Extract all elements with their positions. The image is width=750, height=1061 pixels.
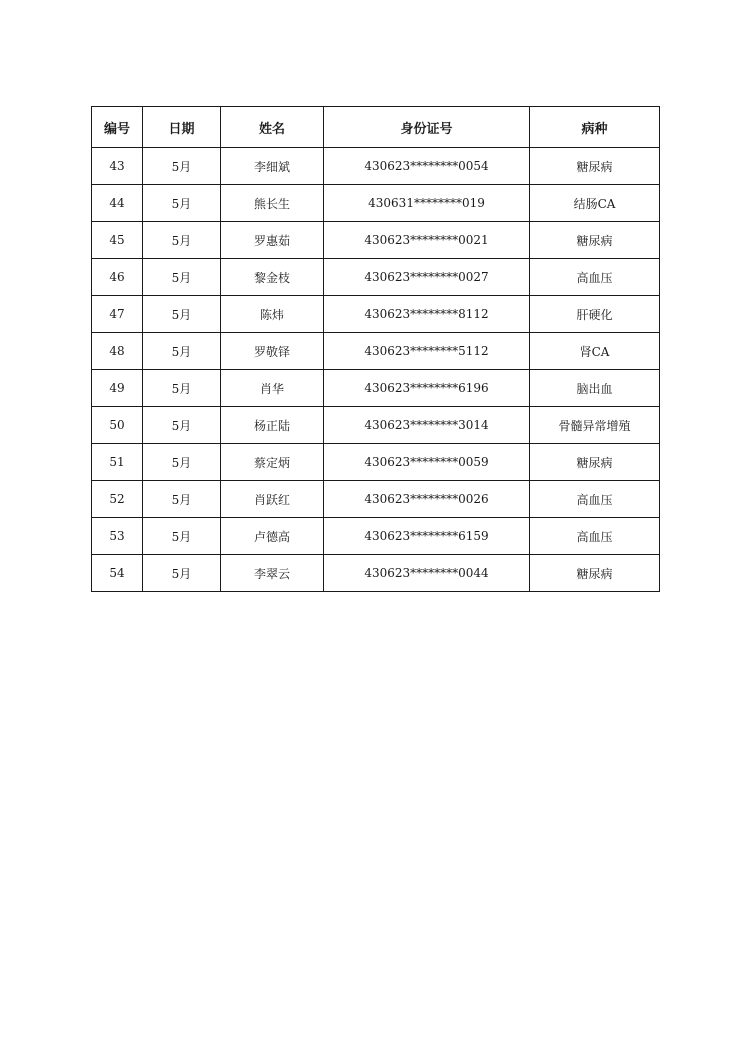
table-row [92,481,660,518]
cell-id: 53 [92,518,143,555]
cell-name: 肖华 [221,370,324,407]
cell-id-card: 430623********0026 [324,481,530,518]
header-id: 编号 [92,107,143,148]
cell-id: 46 [92,259,143,296]
header-id-card: 身份证号 [324,107,530,148]
cell-id-card: 430623********3014 [324,407,530,444]
header-date: 日期 [143,107,221,148]
table-row [92,296,660,333]
header-disease: 病种 [530,107,660,148]
table-row [92,444,660,481]
cell-name: 李翠云 [221,555,324,592]
cell-date: 5月 [143,333,221,370]
cell-id: 51 [92,444,143,481]
cell-date: 5月 [143,481,221,518]
table-row [92,185,660,222]
cell-name: 黎金枝 [221,259,324,296]
table-row [92,370,660,407]
cell-id: 47 [92,296,143,333]
cell-id: 48 [92,333,143,370]
cell-id: 45 [92,222,143,259]
cell-disease: 脑出血 [530,370,660,407]
cell-id-card: 430631********019 [324,185,530,222]
cell-name: 杨正陆 [221,407,324,444]
cell-date: 5月 [143,518,221,555]
cell-id-card: 430623********0054 [324,148,530,185]
cell-date: 5月 [143,370,221,407]
records-table [91,106,660,592]
cell-disease: 糖尿病 [530,555,660,592]
cell-name: 蔡定炳 [221,444,324,481]
cell-id: 44 [92,185,143,222]
cell-id: 54 [92,555,143,592]
cell-disease: 肝硬化 [530,296,660,333]
cell-id-card: 430623********0044 [324,555,530,592]
cell-name: 卢德高 [221,518,324,555]
cell-disease: 高血压 [530,259,660,296]
cell-date: 5月 [143,148,221,185]
cell-date: 5月 [143,185,221,222]
cell-id: 52 [92,481,143,518]
cell-name: 熊长生 [221,185,324,222]
cell-name: 罗敬铎 [221,333,324,370]
table-row [92,148,660,185]
cell-date: 5月 [143,407,221,444]
cell-id: 43 [92,148,143,185]
cell-date: 5月 [143,444,221,481]
cell-name: 肖跃红 [221,481,324,518]
cell-id-card: 430623********5112 [324,333,530,370]
cell-id: 49 [92,370,143,407]
cell-id-card: 430623********6159 [324,518,530,555]
cell-disease: 糖尿病 [530,148,660,185]
cell-id-card: 430623********6196 [324,370,530,407]
cell-date: 5月 [143,296,221,333]
table-header-row [92,107,660,148]
cell-id-card: 430623********0027 [324,259,530,296]
cell-date: 5月 [143,259,221,296]
table-row [92,222,660,259]
cell-name: 罗惠茹 [221,222,324,259]
cell-id-card: 430623********8112 [324,296,530,333]
header-name: 姓名 [221,107,324,148]
table-row [92,555,660,592]
cell-name: 陈炜 [221,296,324,333]
cell-disease: 肾CA [530,333,660,370]
cell-date: 5月 [143,555,221,592]
cell-id: 50 [92,407,143,444]
cell-id-card: 430623********0021 [324,222,530,259]
cell-disease: 骨髓异常增殖 [530,407,660,444]
cell-name: 李细斌 [221,148,324,185]
cell-date: 5月 [143,222,221,259]
table-row [92,518,660,555]
cell-disease: 糖尿病 [530,222,660,259]
cell-disease: 高血压 [530,481,660,518]
table-row [92,259,660,296]
cell-id-card: 430623********0059 [324,444,530,481]
table-row [92,407,660,444]
cell-disease: 结肠CA [530,185,660,222]
cell-disease: 糖尿病 [530,444,660,481]
cell-disease: 高血压 [530,518,660,555]
table-row [92,333,660,370]
